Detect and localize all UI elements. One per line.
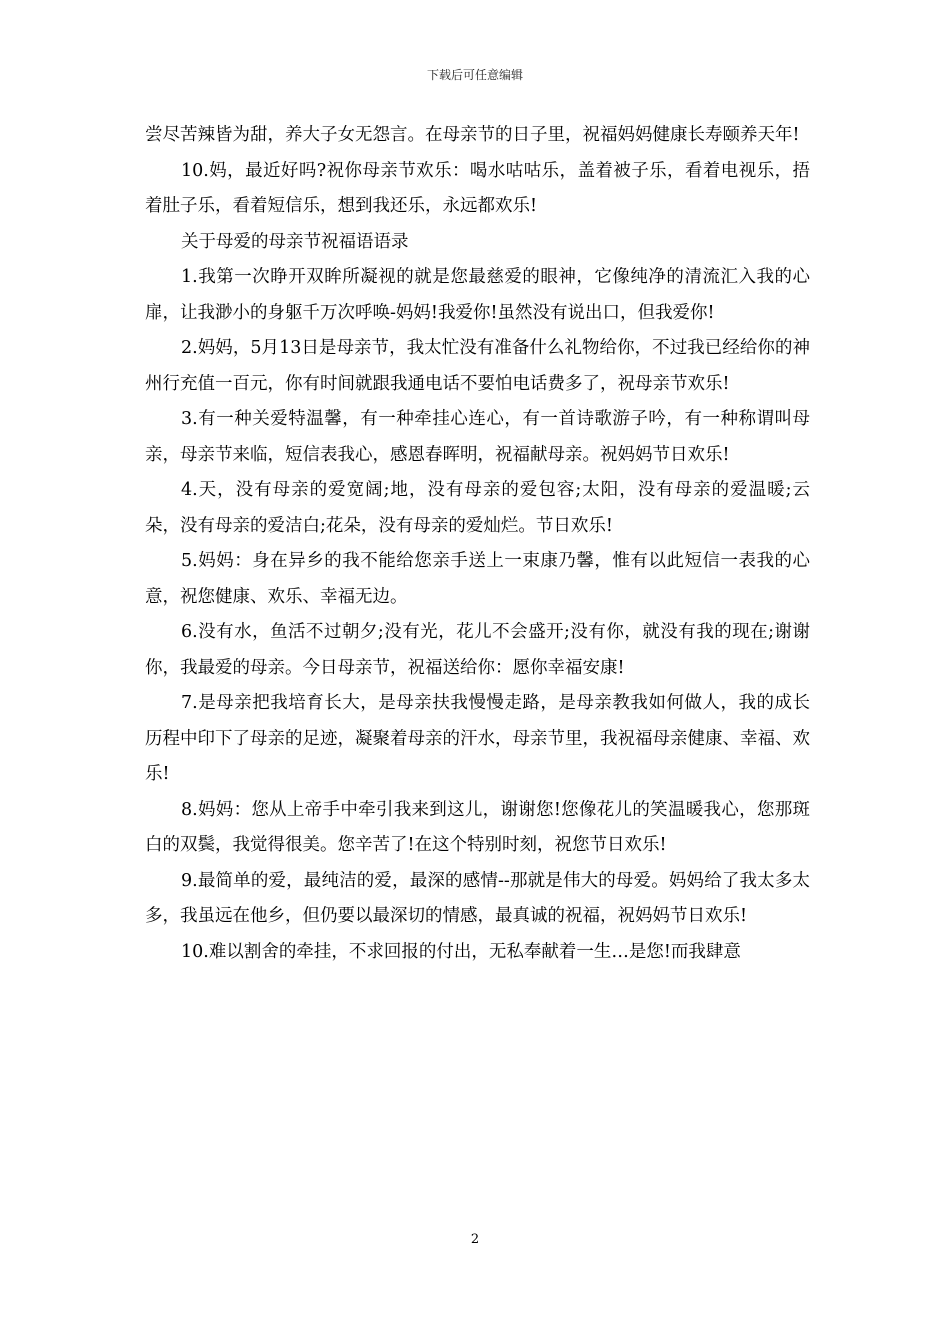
paragraph: 8.妈妈：您从上帝手中牵引我来到这儿，谢谢您!您像花儿的笑温暖我心，您那斑白的双鬓，我觉得很美。您辛苦了!在这个特别时刻，祝您节日欢乐! [145,799,810,855]
paragraph: 5.妈妈：身在异乡的我不能给您亲手送上一束康乃馨，惟有以此短信一表我的心意，祝您健康、欢乐、幸福无边。 [145,551,810,607]
paragraph: 尝尽苦辣皆为甜，养大子女无怨言。在母亲节的日子里，祝福妈妈健康长寿颐养天年! [145,125,800,145]
paragraph: 2.妈妈，5月13日是母亲节，我太忙没有准备什么礼物给你，不过我已经给你的神州行充值一百元，你有时间就跟我通电话不要怕电话费多了，祝母亲节欢乐! [145,338,810,394]
paragraph: 6.没有水，鱼活不过朝夕;没有光，花儿不会盛开;没有你，就没有我的现在;谢谢你，我最爱的母亲。今日母亲节，祝福送给你：愿你幸福安康! [145,622,810,678]
page-header: 下载后可任意编辑 [426,68,523,82]
paragraph: 4.天，没有母亲的爱宽阔;地，没有母亲的爱包容;太阳，没有母亲的爱温暖;云朵，没有母亲的爱洁白;花朵，没有母亲的爱灿烂。节日欢乐! [145,480,810,536]
paragraph: 1.我第一次睁开双眸所凝视的就是您最慈爱的眼神，它像纯净的清流汇入我的心扉，让我渺小的身躯千万次呼唤-妈妈!我爱你!虽然没有说出口，但我爱你! [145,267,810,323]
section-heading: 关于母爱的母亲节祝福语语录 [181,231,409,252]
paragraph: 7.是母亲把我培育长大，是母亲扶我慢慢走路，是母亲教我如何做人，我的成长历程中印下了母亲的足迹，凝聚着母亲的汗水，母亲节里，我祝福母亲健康、幸福、欢乐! [145,693,810,784]
paragraph: 10.难以割舍的牵挂，不求回报的付出，无私奉献着一生…是您!而我肆意 [181,941,741,962]
paragraph: 3.有一种关爱特温馨，有一种牵挂心连心，有一首诗歌游子吟，有一种称谓叫母亲，母亲节来临，短信表我心，感恩春晖明，祝福献母亲。祝妈妈节日欢乐! [145,409,810,465]
page-number: 2 [470,1232,480,1247]
document-body [145,118,810,970]
paragraph: 10.妈，最近好吗?祝你母亲节欢乐：喝水咕咕乐，盖着被子乐，看着电视乐，捂着肚子乐，看着短信乐，想到我还乐，永远都欢乐! [145,160,810,216]
paragraph: 9.最简单的爱，最纯洁的爱，最深的感情--那就是伟大的母爱。妈妈给了我太多太多，我虽远在他乡，但仍要以最深切的情感，最真诚的祝福，祝妈妈节日欢乐! [145,870,810,926]
